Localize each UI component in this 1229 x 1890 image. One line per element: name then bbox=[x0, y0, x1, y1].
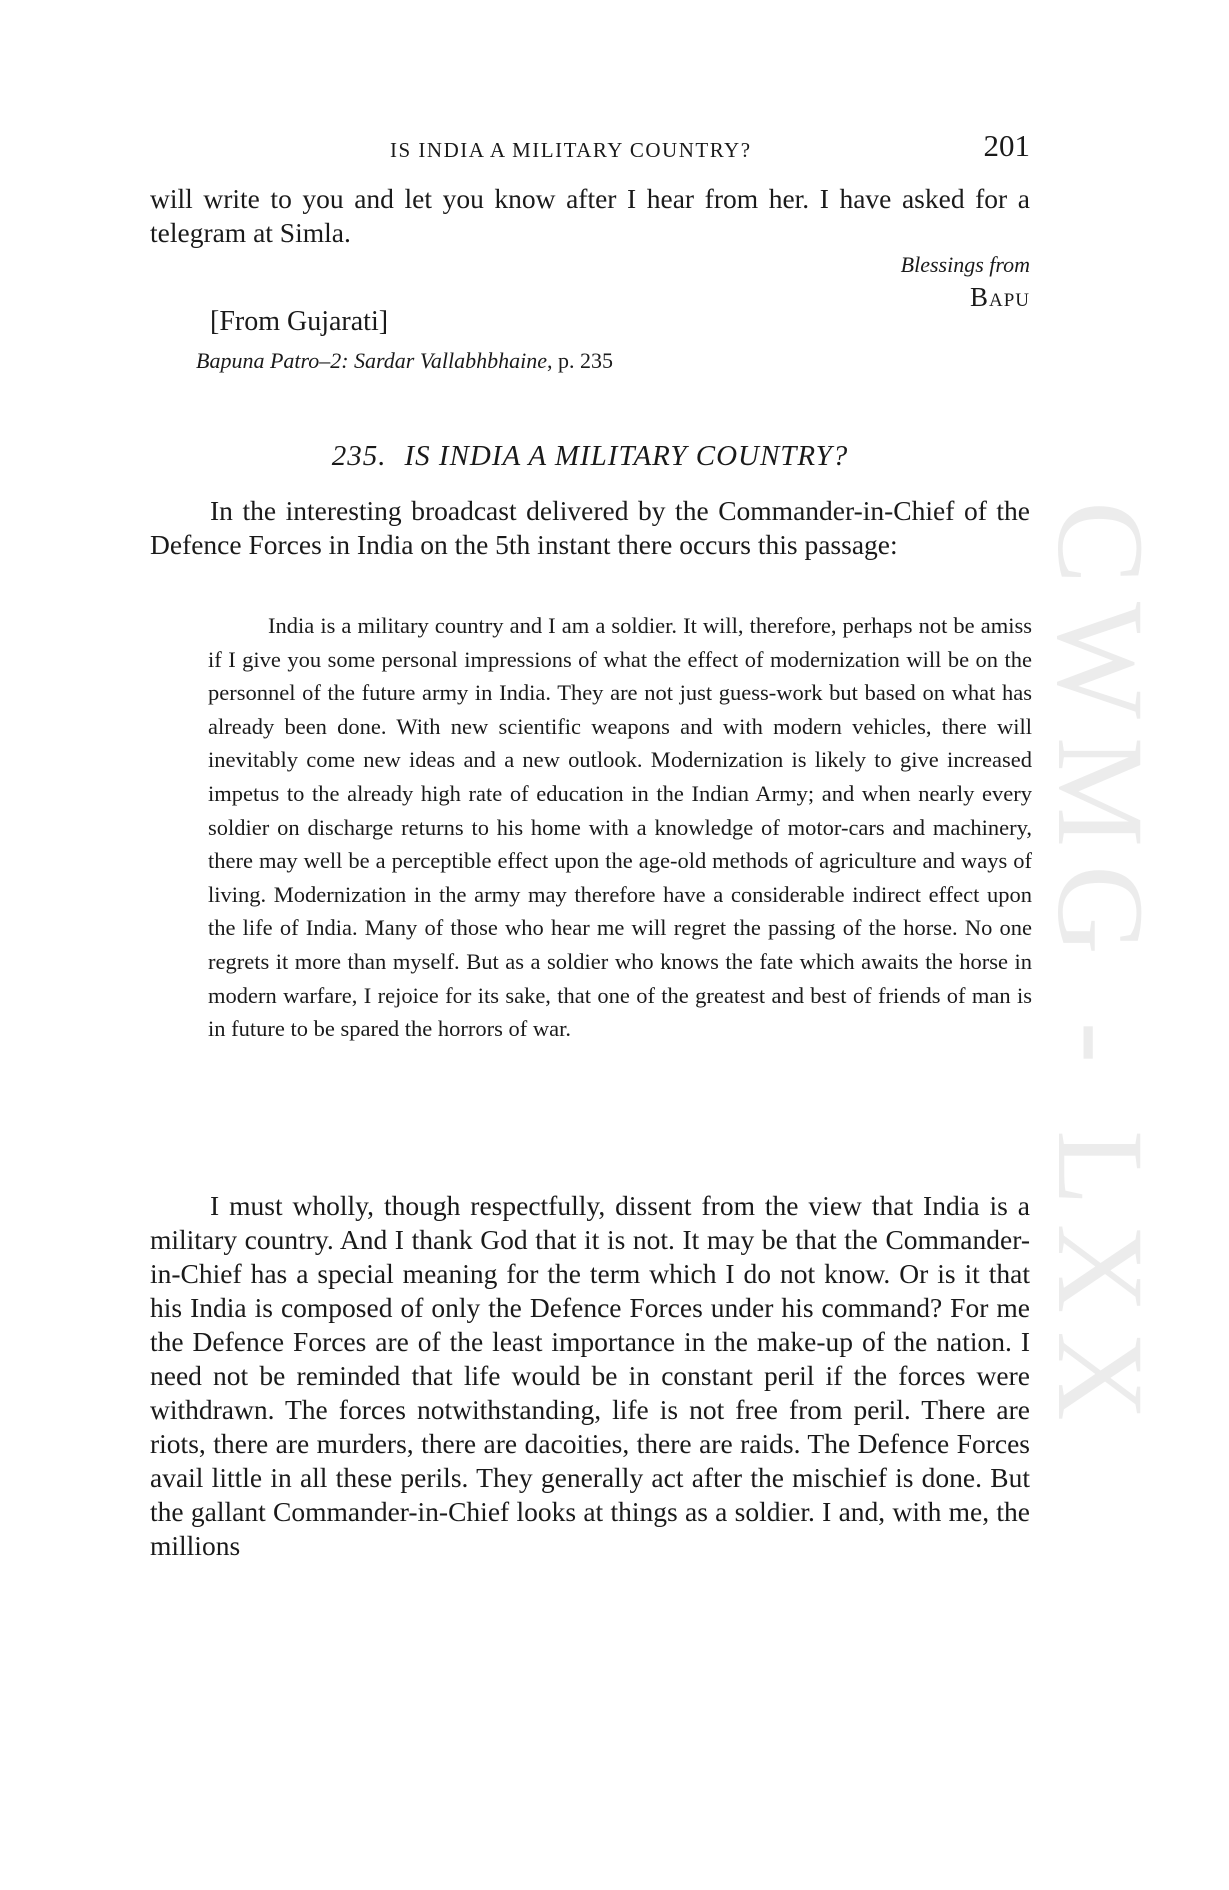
source-language: [From Gujarati] bbox=[210, 306, 389, 337]
signature-name: Bapu bbox=[969, 282, 1030, 312]
main-paragraph: I must wholly, though respectfully, dissent from the view that India is a military country. And I thank God that it is not. It may be that the Commander-in-Chief has a special meaning for the term which I do not know. Or is it that his India is composed of only the Defence Forces under his command? For me the Defence Forces are of the least importance in the make-up of the nation. I need not be reminded that life would be in constant peril if the forces were withdrawn. The forces notwithstanding, life is not free from peril. There are riots, there are murders, there are dacoities, there are raids. The Defence Forces avail little in all these perils. They generally act after the mischief is done. But the gallant Commander-in-Chief looks at things as a soldier. I and, with me, the millions bbox=[150, 1190, 1030, 1561]
page-number: 201 bbox=[983, 128, 1030, 163]
letter-closing-paragraph: will write to you and let you know after I hear from her. I have asked for a telegram at Simla. bbox=[150, 183, 1030, 248]
block-quote: India is a military country and I am a soldier. It will, therefore, perhaps not be amiss if I give you some personal impressions of what the effect of modernization will be on the personnel of the future army in India. They are not just guess-work but based on what has already been done. With new scientific weapons and with modern vehicles, there will inevitably come new ideas and a new outlook. Modernization is likely to give increased impetus to the already high rate of education in the Indian Army; and when nearly every soldier on discharge returns to his home with a knowledge of motor-cars and machinery, there may well be a perceptible effect upon the age-old methods of agriculture and ways of living. Modernization in the army may therefore have a considerable indirect effect upon the life of India. Many of those who hear me will regret the passing of the horse. No one regrets it more than myself. But as a soldier who knows the fate which awaits the horse in modern warfare, I rejoice for its sake, that one of the greatest and best of friends of man is in future to be spared the horrors of war. bbox=[208, 613, 1032, 1042]
article-heading bbox=[150, 440, 1030, 473]
running-head bbox=[150, 128, 1030, 168]
intro-paragraph: In the interesting broadcast delivered by the Commander-in-Chief of the Defence Forces in India on the 5th instant there occurs this passage: bbox=[150, 495, 1030, 560]
article-title: IS INDIA A MILITARY COUNTRY? bbox=[404, 440, 849, 472]
blessings-line: Blessings from bbox=[900, 252, 1030, 277]
source-reference bbox=[196, 348, 613, 374]
signature-block bbox=[901, 250, 1030, 314]
source-reference-page: , p. 235 bbox=[546, 348, 613, 373]
article-number: 235. bbox=[331, 440, 387, 472]
source-reference-title: Bapuna Patro–2: Sardar Vallabhbhaine bbox=[196, 348, 547, 373]
running-title: IS INDIA A MILITARY COUNTRY? bbox=[390, 138, 752, 162]
watermark-text: CWMG - LXX bbox=[1032, 501, 1169, 1439]
